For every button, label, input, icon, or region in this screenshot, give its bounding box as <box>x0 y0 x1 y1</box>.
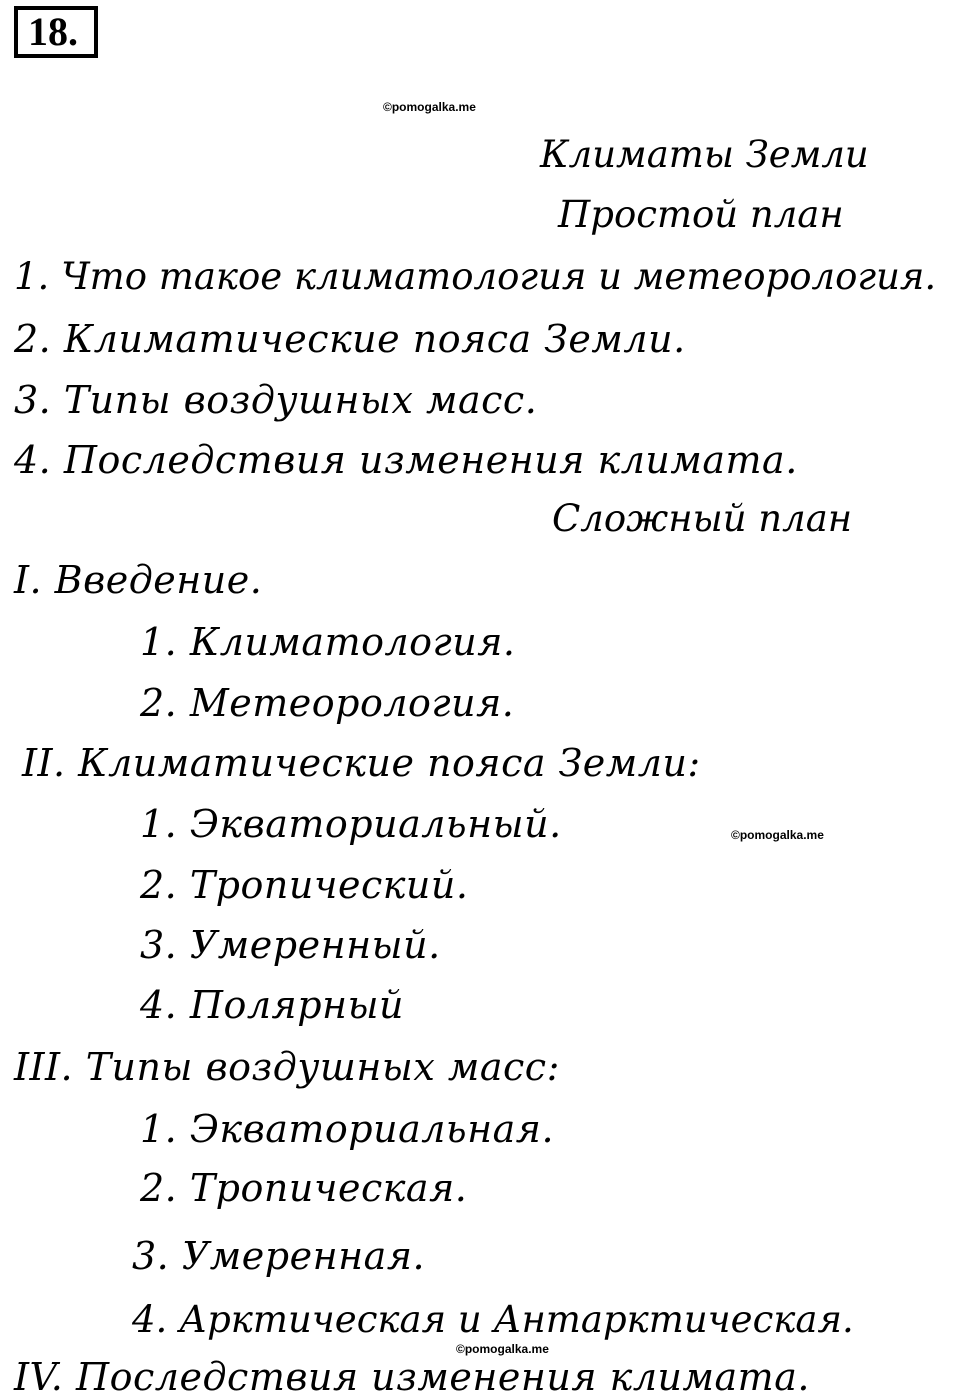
section-item: 1. Климатология. <box>140 620 516 664</box>
watermark: ©pomogalka.me <box>456 1342 549 1356</box>
simple-plan-item: 4. Последствия изменения климата. <box>14 438 798 482</box>
simple-plan-item: 2. Климатические пояса Земли. <box>14 317 686 361</box>
simple-plan-item: 3. Типы воздушных масс. <box>14 378 538 422</box>
section-item: 3. Умеренный. <box>140 923 441 967</box>
watermark: ©pomogalka.me <box>383 100 476 114</box>
section-item: 1. Экваториальная. <box>140 1107 555 1151</box>
section-item: 2. Метеорология. <box>140 681 515 725</box>
section-item: 3. Умеренная. <box>132 1234 426 1278</box>
section-item: 4. Арктическая и Антарктическая. <box>132 1298 854 1341</box>
section-title: II. Климатические пояса Земли: <box>22 741 701 785</box>
task-number-box <box>14 6 98 58</box>
page-title: Климаты Земли <box>540 133 869 176</box>
simple-plan-heading: Простой план <box>558 193 844 236</box>
section-title: III. Типы воздушных масс: <box>14 1045 560 1089</box>
section-item: 2. Тропическая. <box>140 1166 468 1210</box>
watermark: ©pomogalka.me <box>731 828 824 842</box>
section-item: 4. Полярный <box>140 983 404 1027</box>
section-title: IV. Последствия изменения климата. <box>14 1355 810 1399</box>
section-item: 2. Тропический. <box>140 863 469 907</box>
simple-plan-item: 1. Что такое климатология и метеорология. <box>14 255 937 298</box>
complex-plan-heading: Сложный план <box>552 497 853 540</box>
section-item: 1. Экваториальный. <box>140 802 562 846</box>
task-number: 18. <box>28 9 78 54</box>
section-title: I. Введение. <box>14 558 263 602</box>
